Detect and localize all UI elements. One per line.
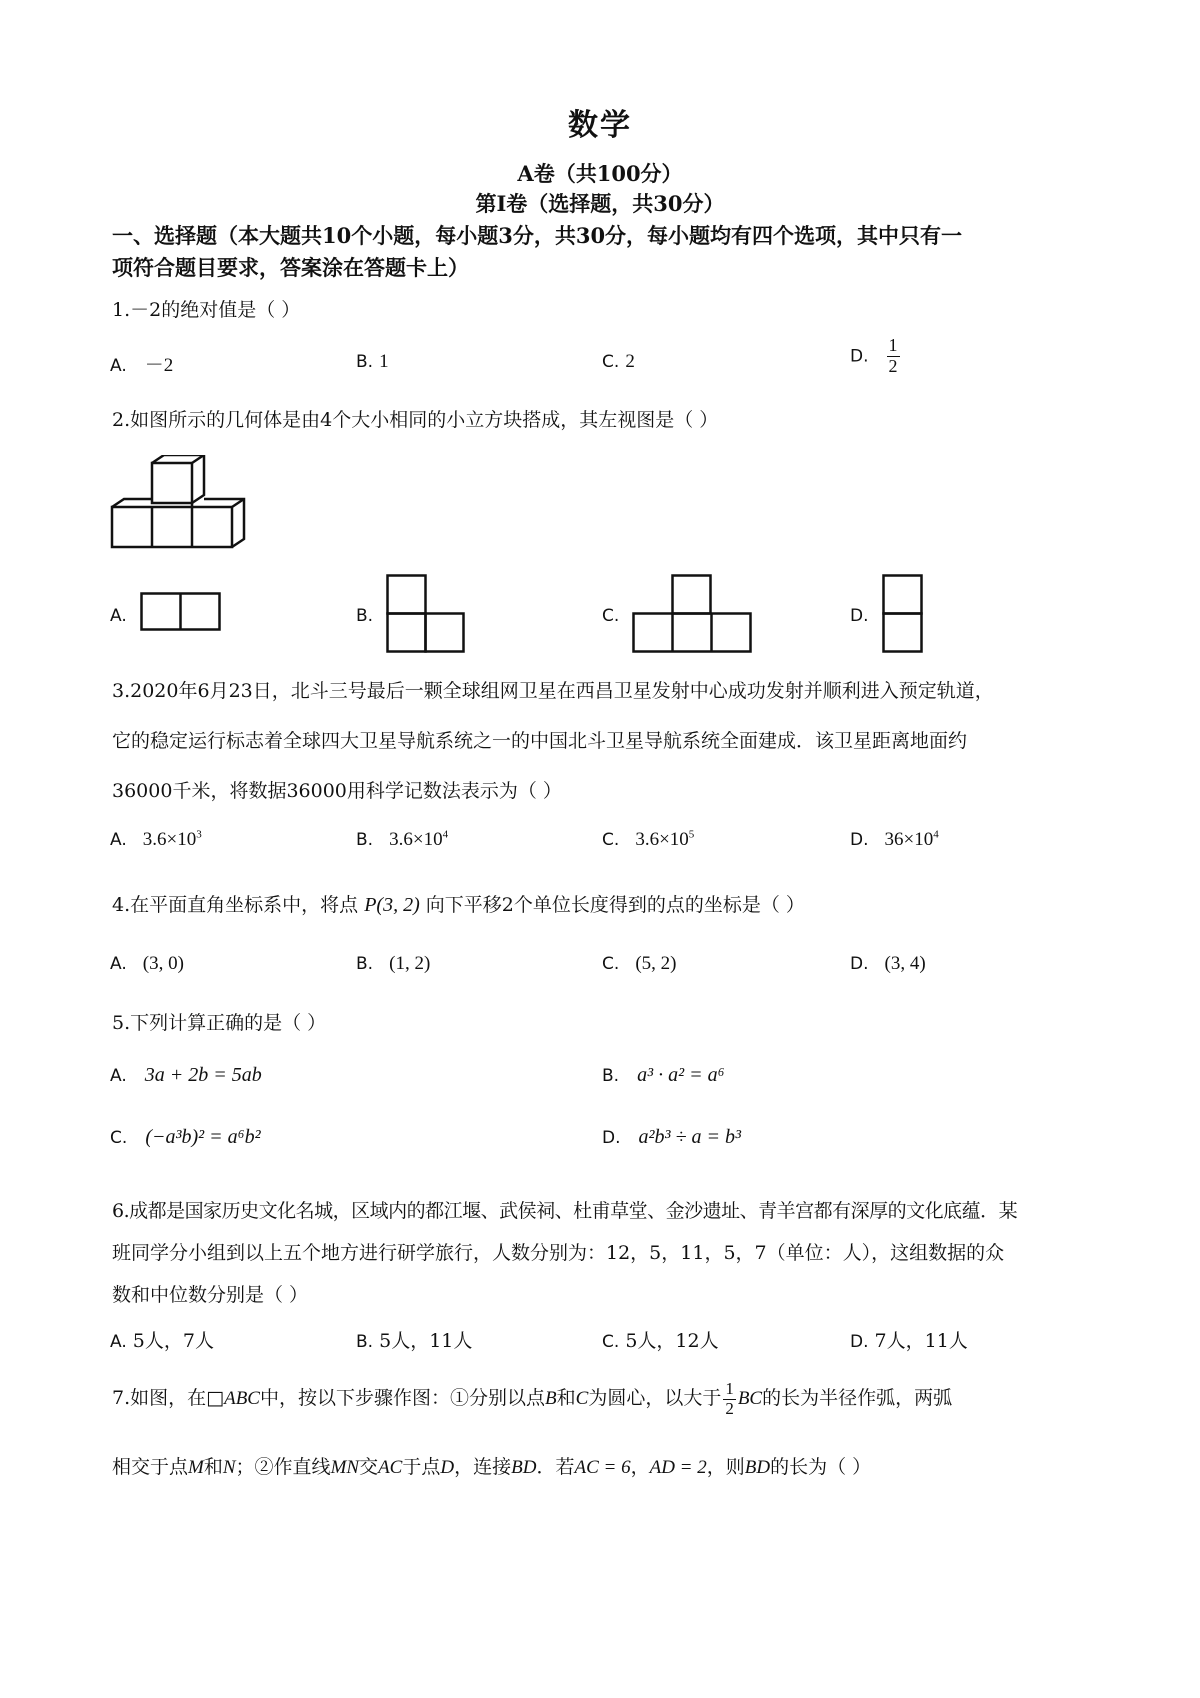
fraction-one-half-q7: $\frac{1}{2}$ xyxy=(725,1379,734,1418)
q3-line3: 36000千米，将数据36000用科学记数法表示为（ ） xyxy=(112,780,562,802)
q2-view-b xyxy=(386,574,468,654)
part-a-heading: A卷（共100分） xyxy=(517,161,683,186)
q1-option-c: C. 2 xyxy=(602,351,635,372)
q6-option-b: B. 5人，11人 xyxy=(356,1330,473,1352)
q3-line2: 它的稳定运行标志着全球四大卫星导航系统之一的中国北斗卫星导航系统全面建成．该卫星距离地面约 xyxy=(112,730,968,752)
q2-option-b: B. xyxy=(356,606,374,626)
q7-line2: 相交于点M和N；②作直线MN交AC于点D，连接BD．若AC = 6，AD = 2，则BD的长为（ ） xyxy=(112,1456,872,1478)
q1-stem: 1.－2的绝对值是（ ） xyxy=(112,299,301,321)
q4-stem: 4.在平面直角坐标系中，将点 P(3, 2) 向下平移2个单位长度得到的点的坐标是（ ） xyxy=(112,894,805,916)
q2-option-d: D. xyxy=(850,606,869,626)
q3-option-a: A. $3.6\times 10^3$ xyxy=(110,828,202,850)
q3-option-b: B. $3.6\times 10^4$ xyxy=(356,828,449,850)
cube-figure xyxy=(108,455,253,555)
q5-option-a: A. 3a + 2b = 5ab xyxy=(110,1064,262,1086)
q3-line1: 3.2020年6月23日，北斗三号最后一颗全球组网卫星在西昌卫星发射中心成功发射并顺利进入预定轨道， xyxy=(112,680,994,702)
q3-option-c: C. $3.6\times 10^5$ xyxy=(602,828,695,850)
q2-view-d xyxy=(882,574,926,654)
q6-line1: 6.成都是国家历史文化名城，区域内的都江堰、武侯祠、杜甫草堂、金沙遗址、青羊宫都有深厚的文化底蕴．某 xyxy=(112,1200,1018,1222)
q6-option-a: A. 5人，7人 xyxy=(110,1330,214,1352)
q2-view-a xyxy=(140,592,222,632)
q2-option-a: A. xyxy=(110,606,127,626)
q5-option-b: B. a³ · a² = a⁶ xyxy=(602,1064,725,1086)
q4-option-c: C. (5, 2) xyxy=(602,953,677,974)
q6-line2: 班同学分小组到以上五个地方进行研学旅行，人数分别为：12，5，11，5，7（单位：人），这组数据的众 xyxy=(112,1242,1005,1264)
q4-option-b: B. (1, 2) xyxy=(356,953,431,974)
fraction-one-half: $\frac{1}{2}$ xyxy=(888,335,898,376)
q4-option-d: D. (3, 4) xyxy=(850,953,926,974)
section-heading-line2: 项符合题目要求，答案涂在答题卡上） xyxy=(112,255,469,280)
q6-option-c: C. 5人，12人 xyxy=(602,1330,719,1352)
section-heading-line1: 一、选择题（本大题共10个小题，每小题3分，共30分，每小题均有四个选项，其中只有一 xyxy=(112,223,963,248)
q3-option-d: D. $36\times 10^4$ xyxy=(850,828,939,850)
q5-option-d: D. a²b³ ÷ a = b³ xyxy=(602,1126,742,1148)
volume-heading: 第Ⅰ卷（选择题，共30分） xyxy=(475,191,725,216)
q5-stem: 5.下列计算正确的是（ ） xyxy=(112,1012,327,1034)
q1-option-b: B. 1 xyxy=(356,351,389,372)
q1-option-d: D. $\frac{1}{2}$ xyxy=(850,335,898,376)
q5-option-c: C. (−a³b)² = a⁶b² xyxy=(110,1126,261,1148)
q1-option-a: A. －2 xyxy=(110,355,174,376)
q2-view-c xyxy=(632,574,754,654)
q6-line3: 数和中位数分别是（ ） xyxy=(112,1284,309,1306)
q2-option-c: C. xyxy=(602,606,620,626)
q2-stem: 2.如图所示的几何体是由4个大小相同的小立方块搭成，其左视图是（ ） xyxy=(112,409,719,431)
q7-line1: 7.如图，在□ABC中，按以下步骤作图：①分别以点B和C为圆心，以大于 $\frac{1}{2}$ BC的长为半径作弧，两弧 xyxy=(112,1379,953,1418)
page-title: 数学 xyxy=(568,108,632,143)
q4-option-a: A. (3, 0) xyxy=(110,953,184,974)
q6-option-d: D. 7人，11人 xyxy=(850,1330,968,1352)
